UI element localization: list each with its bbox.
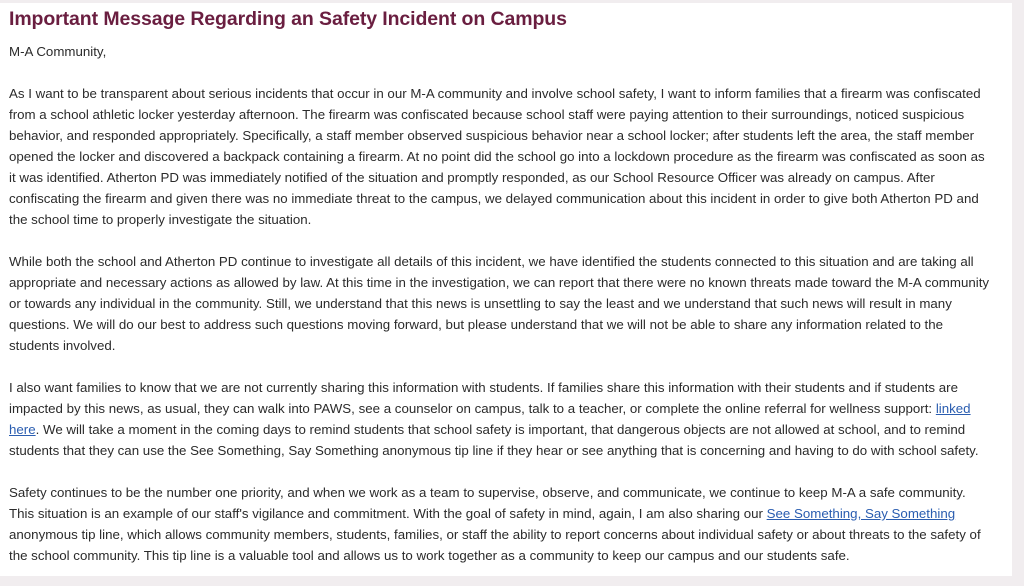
message-title: Important Message Regarding an Safety Incident on Campus (9, 8, 567, 30)
text-line: anonymous tip line, which allows community members, students, families, or staff the ability to report concerns about individual safety or about threats to the safety of (9, 527, 981, 542)
text-line: the school time to properly investigate the situation. (9, 212, 312, 227)
text-line (9, 503, 999, 524)
text-line: or towards any individual in the community. Still, we understand that this news is unsettling to say the least and we understand that such news will result in many (9, 296, 952, 311)
message-page (0, 3, 1012, 576)
text-line: Safety continues to be the number one priority, and when we work as a team to supervise, observe, and communicate, we continue to keep M-A a safe community. (9, 485, 966, 500)
text-line: I also want families to know that we are not currently sharing this information with students. If families share this information with their students and if students are (9, 380, 958, 395)
text-line: confiscating the firearm and given there was no immediate threat to the campus, we delayed communication about this incident in order to give both Atherton PD and (9, 191, 979, 206)
text-line: behavior, and responded appropriately. Specifically, a staff member observed suspicious behavior near a school locker; after students left the area, the staff member (9, 128, 975, 143)
greeting: M-A Community, (9, 44, 107, 59)
text-line: opened the locker and discovered a backpack containing a firearm. At no point did the school go into a lockdown procedure as the firearm was confiscated as soon as (9, 149, 985, 164)
text-line: the school community. This tip line is a valuable tool and allows us to work together as a community to keep our campus and our students safe. (9, 548, 850, 563)
text-line: appropriate and necessary actions as allowed by law. At this time in the investigation, we can report that there were no known threats made toward the M-A community (9, 275, 990, 290)
text-line: questions. We will do our best to address such questions moving forward, but please understand that we will not be able to share any information related to the (9, 317, 944, 332)
text-line: students that they can use the See Something, Say Something anonymous tip line if they hear or see anything that is concerning and having to do with school safety. (9, 443, 979, 458)
text-segment: This situation is an example of our staff's vigilance and commitment. With the goal of safety in mind, again, I am also sharing our (9, 506, 767, 521)
see-something-say-something-link[interactable]: See Something, Say Something (766, 506, 956, 521)
paragraph-support (9, 377, 999, 461)
text-line (9, 398, 999, 419)
wellness-referral-link-continued[interactable]: here (9, 422, 36, 437)
text-line: it was identified. Atherton PD was immediately notified of the situation and promptly responded, as our School Resource Officer was already on campus. After (9, 170, 935, 185)
paragraph-safety (9, 482, 999, 566)
text-line: students involved. (9, 338, 116, 353)
text-line: As I want to be transparent about serious incidents that occur in our M-A community and involve school safety, I want to inform families that a firearm was confiscated (9, 86, 981, 101)
paragraph-incident (9, 83, 999, 230)
text-line: from a school athletic locker yesterday afternoon. The firearm was confiscated because school staff were paying attention to their surroundings, noticed suspicious (9, 107, 965, 122)
wellness-referral-link[interactable]: linked (935, 401, 971, 416)
text-line: While both the school and Atherton PD continue to investigate all details of this incident, we have identified the students connected to this situation and are taking all (9, 254, 974, 269)
paragraph-investigation (9, 251, 999, 356)
text-line (9, 419, 999, 440)
text-segment: . We will take a moment in the coming days to remind students that school safety is important, that dangerous objects are not allowed at school, and to remind (35, 422, 966, 437)
text-segment: impacted by this news, as usual, they can walk into PAWS, see a counselor on campus, talk to a teacher, or complete the online referral for wellness support: (9, 401, 936, 416)
